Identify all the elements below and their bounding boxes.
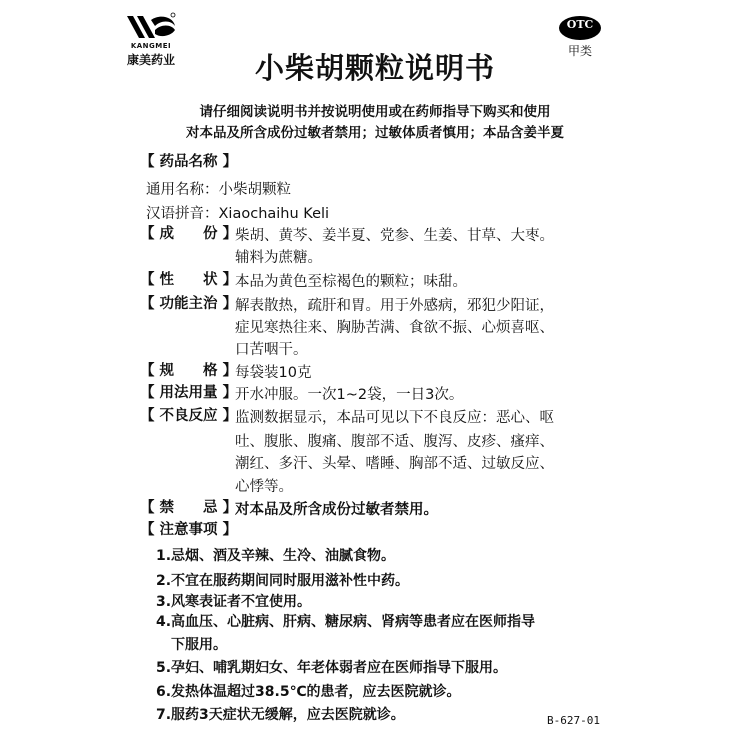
warning-line-2: 对本品及所含成份过敏者禁用；过敏体质者慎用；本品含姜半夏 bbox=[186, 125, 564, 141]
ingredients-line-2: 辅料为蔗糖。 bbox=[235, 250, 322, 266]
section-drug-name-label: 【 药品名称 】 bbox=[140, 154, 238, 170]
section-property-label: 【 性 状 】 bbox=[140, 272, 238, 288]
section-function-label: 【 功能主治 】 bbox=[140, 296, 238, 312]
kangmei-logo-icon bbox=[125, 12, 177, 42]
section-spec-label: 【 规 格 】 bbox=[140, 363, 238, 379]
brand-name-cn: 康美药业 bbox=[126, 53, 175, 67]
spec-text: 每袋装10克 bbox=[235, 365, 312, 381]
contra-text: 对本品及所含成份过敏者禁用。 bbox=[235, 502, 438, 518]
adverse-line-2: 吐、腹胀、腹痛、腹部不适、腹泻、皮疹、瘙痒、 bbox=[235, 434, 554, 450]
adverse-line-4: 心悸等。 bbox=[235, 479, 293, 495]
section-usage-label: 【 用法用量 】 bbox=[140, 385, 238, 401]
generic-name: 通用名称：小柴胡颗粒 bbox=[146, 182, 291, 198]
usage-text: 开水冲服。一次1~2袋，一日3次。 bbox=[235, 387, 464, 403]
ingredients-line-1: 柴胡、黄芩、姜半夏、党参、生姜、甘草、大枣。 bbox=[235, 228, 554, 244]
note-item: 2.不宜在服药期间同时服用滋补性中药。 bbox=[156, 573, 410, 589]
adverse-line-1: 监测数据显示，本品可见以下不良反应：恶心、呕 bbox=[235, 410, 554, 426]
brand-name-en: KANGMEI bbox=[130, 42, 172, 50]
document-code: B-627-01 bbox=[547, 714, 600, 727]
function-line-1: 解表散热，疏肝和胃。用于外感病，邪犯少阳证， bbox=[235, 298, 554, 314]
warning-line-1: 请仔细阅读说明书并按说明使用或在药师指导下购买和使用 bbox=[199, 104, 551, 120]
section-ingredients-label: 【 成 份 】 bbox=[140, 226, 238, 242]
note-item: 6.发热体温超过38.5℃的患者，应去医院就诊。 bbox=[156, 684, 461, 700]
property-text: 本品为黄色至棕褐色的颗粒；味甜。 bbox=[235, 274, 467, 290]
adverse-line-3: 潮红、多汗、头晕、嗜睡、胸部不适、过敏反应、 bbox=[235, 456, 554, 472]
function-line-2: 症见寒热往来、胸胁苦满、食欲不振、心烦喜呕、 bbox=[235, 320, 554, 336]
document-title: 小柴胡颗粒说明书 bbox=[254, 51, 495, 85]
section-notes-label: 【 注意事项 】 bbox=[140, 522, 238, 538]
note-item: 3.风寒表证者不宜使用。 bbox=[156, 594, 312, 610]
function-line-3: 口苦咽干。 bbox=[235, 342, 308, 358]
section-contra-label: 【 禁 忌 】 bbox=[140, 500, 238, 516]
note-item: 1.忌烟、酒及辛辣、生冷、油腻食物。 bbox=[156, 548, 396, 564]
otc-class-label: 甲类 bbox=[567, 44, 592, 58]
note-item: 4.高血压、心脏病、肝病、糖尿病、肾病等患者应在医师指导 bbox=[156, 614, 536, 630]
section-adverse-label: 【 不良反应 】 bbox=[140, 408, 238, 424]
note-item: 7.服药3天症状无缓解，应去医院就诊。 bbox=[156, 707, 405, 723]
otc-label: OTC bbox=[566, 18, 594, 31]
note-item-continued: 下服用。 bbox=[171, 637, 227, 653]
pinyin-name: 汉语拼音：Xiaochaihu Keli bbox=[146, 206, 330, 222]
note-item: 5.孕妇、哺乳期妇女、年老体弱者应在医师指导下服用。 bbox=[156, 660, 508, 676]
